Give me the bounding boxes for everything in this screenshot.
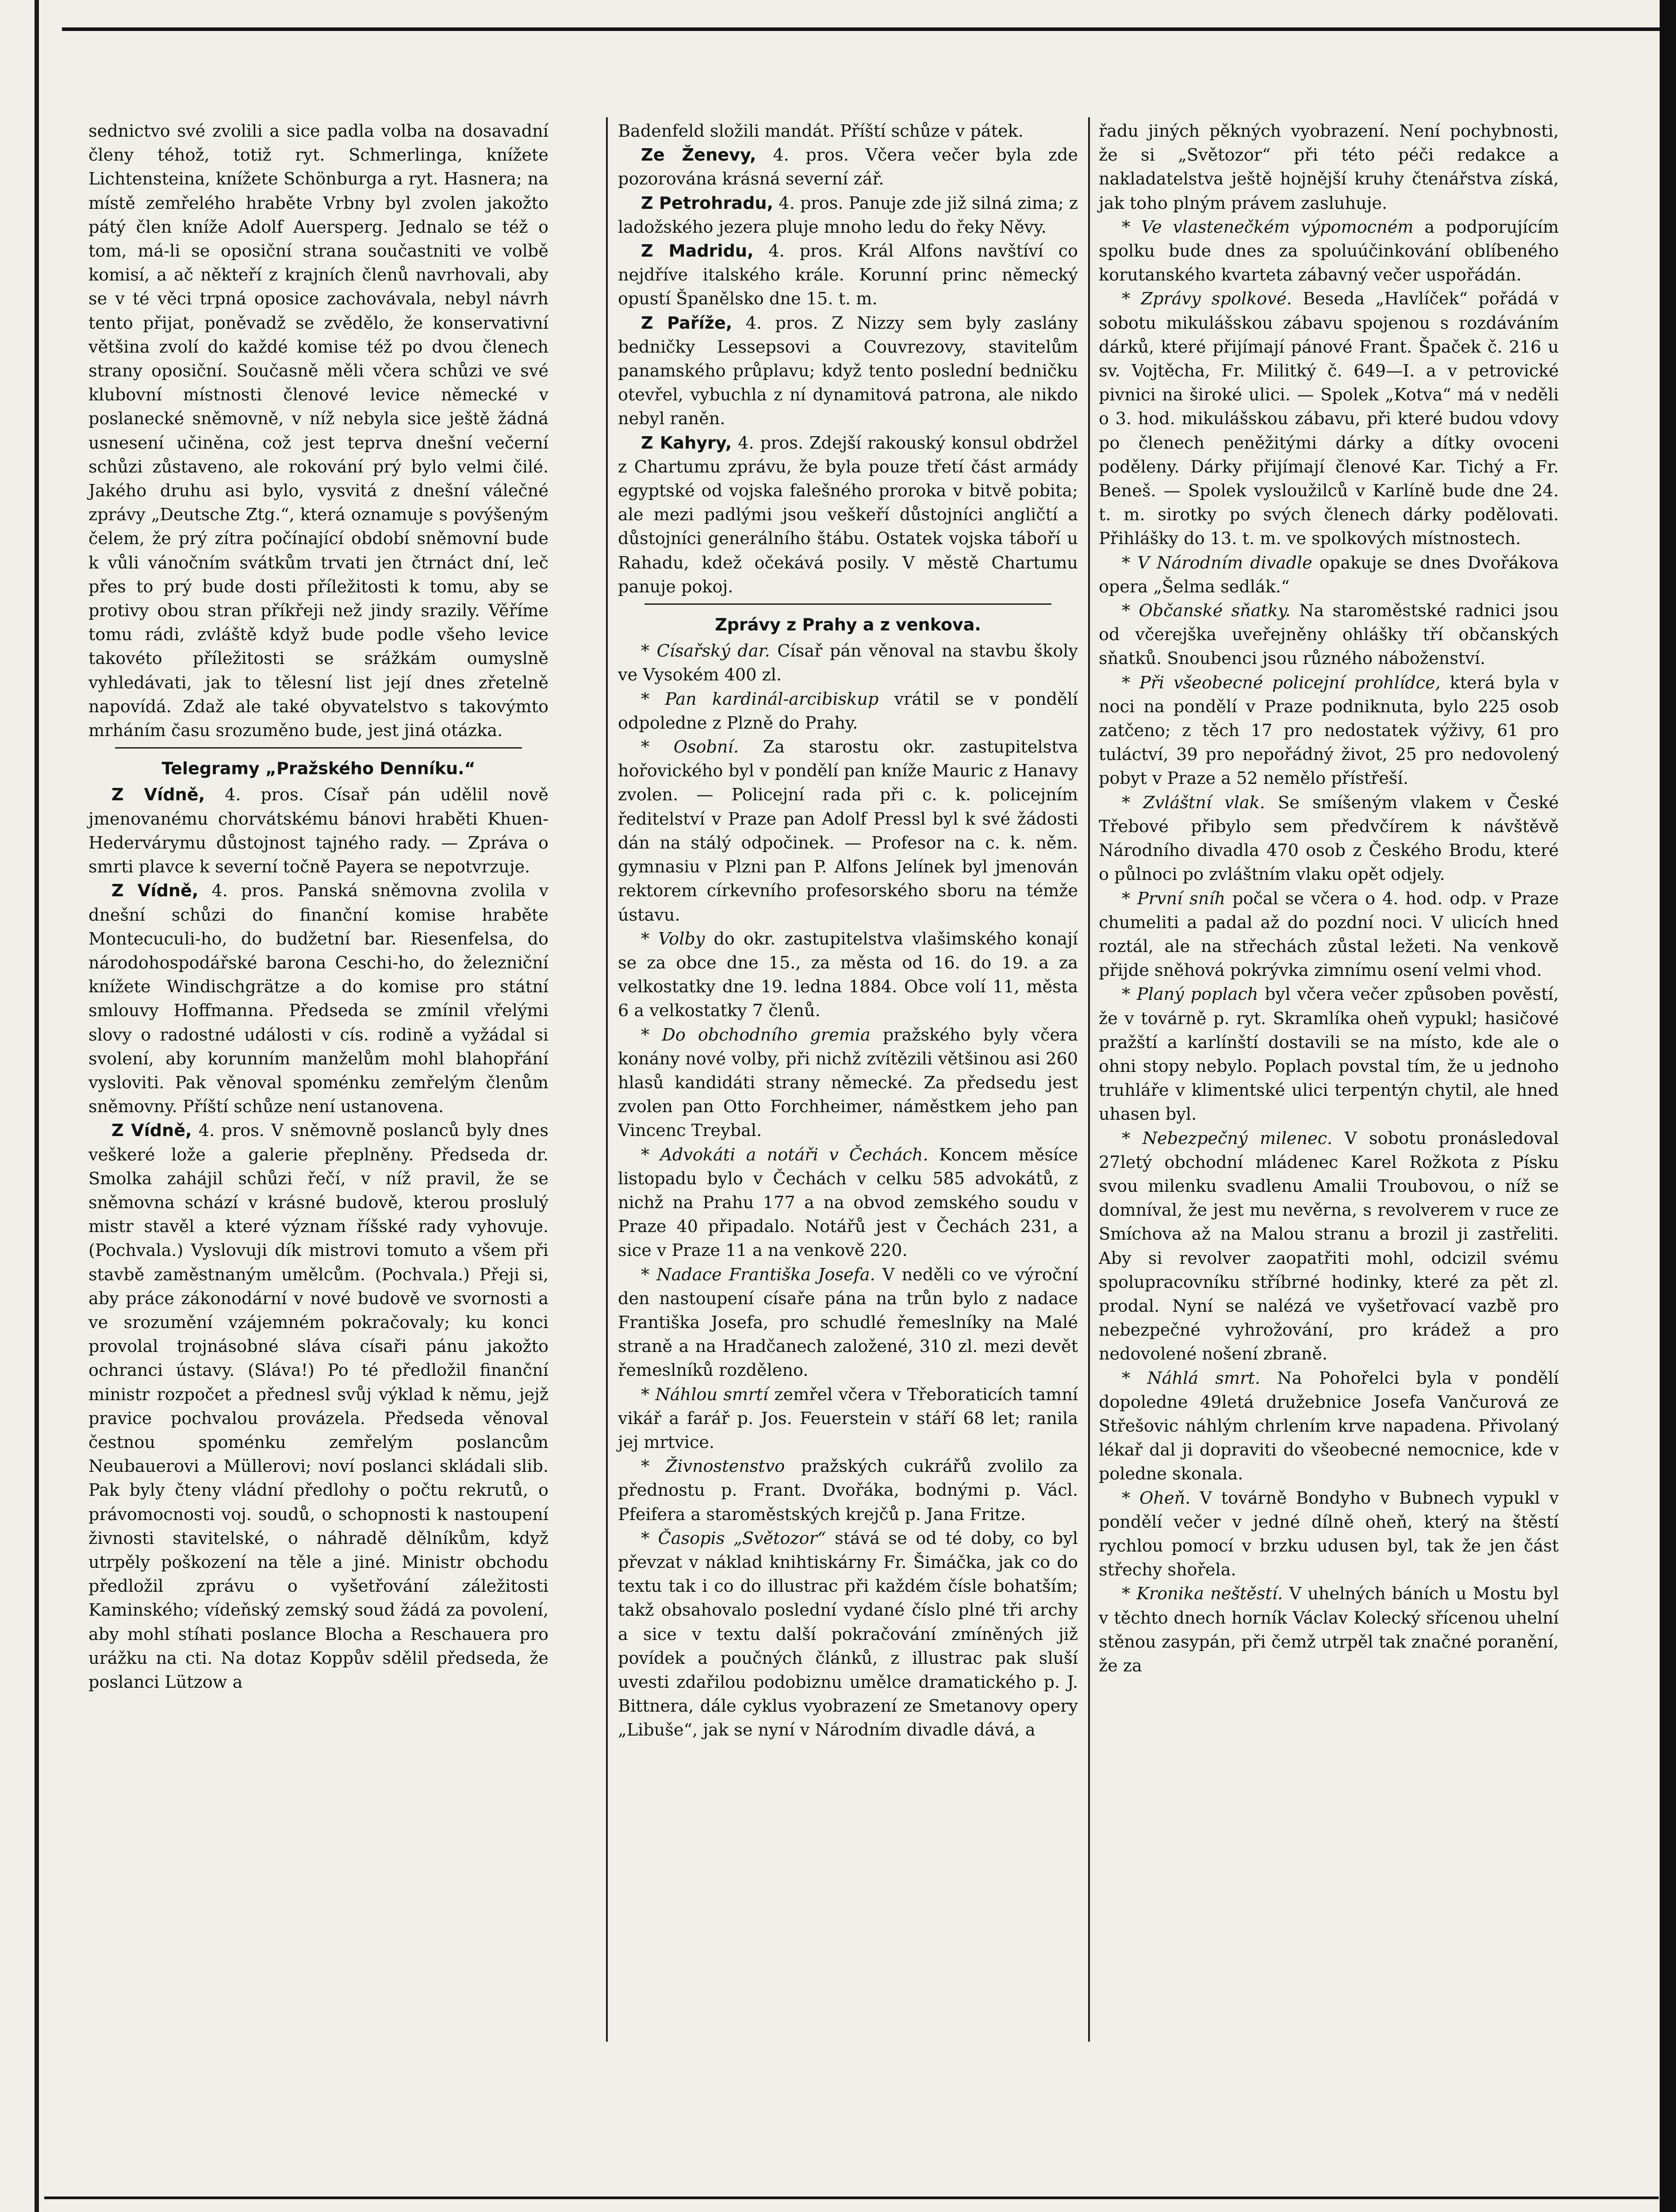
news-item: * Náhlou smrtí zemřel včera v Třeboraticích tamní vikář a farář p. Jos. Feuerstein v stáří 68 let; ranila jej mrtvice.: [618, 1385, 1078, 1452]
news-item: * Zvláštní vlak. Se smíšeným vlakem v České Třebové přibylo sem předvčírem k návštěvě Národního divadla 470 osob z Českého Brodu, které o půlnoci po zvláštním vlaku opět odjely.: [1099, 793, 1559, 885]
section-rule: [115, 747, 522, 749]
telegram-item: [618, 143, 1078, 191]
dateline: Z Kahyry,: [641, 433, 732, 453]
column-2: [618, 119, 1078, 1743]
dateline: Ze Ženevy,: [641, 146, 756, 165]
news-text: zemřel včera v Třeboraticích tamní vikář a farář p. Jos. Feuerstein v stáří 68 let; ranila jej mrtvice.: [618, 1385, 1078, 1452]
news-title: Občanské sňatky.: [1139, 601, 1291, 621]
news-text: Císař pán věnoval na stavbu školy ve Vysokém 400 zl.: [618, 641, 1078, 685]
telegram-text: 4. pros. Z Nizzy sem byly zaslány bedničky Lessepsovi a Couvrezovy, stavitelům panamského průplavu; když tento poslední bedničku otevřel, vybuchla z ní dynamitová patrona, ale nikdo nebyl raněn.: [618, 313, 1078, 429]
telegram-text: 4. pros. Zdejší rakouský konsul obdržel z Chartumu zprávu, že byla pouze třetí část armády egyptské od vojska falešného proroka v bitvě pobita; ale mezi padlými jsou veškeří důstojníci angličtí a důstojníci generálního štábu. Ostatek vojska táboří u Rahadu, kdež očekává posily. V městě Chartumu panuje pokoj.: [618, 433, 1078, 597]
telegram-text: 4. pros. Panská sněmovna zvolila v dnešní schůzi do finanční komise hraběte Montecuculi-ho, do budžetní bar. Riesenfelsa, do národohospodářské barona Ceschi-ho, do železniční knížete Windischgrätze a do komise pro státní smlouvy Hoffmanna. Předseda se zmínil vřelými slovy o radostné události v cís. rodině a vyžádal si svolení, aby korunním manželům mohl blahopřání vysloviti. Pak věnoval spoménku zemřelým členům sněmovny. Příští schůze není ustanovena.: [88, 881, 549, 1117]
news-item: * Nadace Františka Josefa. V neděli co ve výroční den nastoupení císaře pána na trůn bylo z nadace Františka Josefa, pro schudlé řemeslníky na Malé straně a na Hradčanech založené, 310 zl. mezi devět řemeslníků rozděleno.: [618, 1265, 1078, 1381]
news-title: Oheň.: [1139, 1488, 1191, 1508]
news-title: První sníh: [1137, 889, 1226, 909]
news-title: Ve vlastenečkém výpomocném: [1141, 217, 1414, 237]
news-text: vrátil se v pondělí odpoledne z Plzně do Prahy.: [618, 689, 1078, 733]
dateline: Z Paříže,: [641, 313, 733, 333]
news-title: Náhlou smrtí: [655, 1385, 769, 1405]
news-title: Živnostenstvo: [665, 1457, 785, 1477]
news-text: Koncem měsíce listopadu bylo v Čechách v celku 585 advokátů, z nichž na Prahu 177 a na obvod zemského soudu v Praze 40 připadalo. Notářů jest v Čechách 231, a sice v Praze 11 a na venkově 220.: [618, 1145, 1078, 1261]
left-scan-edge: [35, 0, 39, 2212]
news-title: Do obchodního gremia: [662, 1025, 871, 1045]
news-title: Planý poplach: [1136, 985, 1258, 1005]
news-title: Nebezpečný milenec.: [1142, 1129, 1333, 1148]
news-item: * Kronika neštěstí. V uhelných báních u Mostu byl v těchto dnech horník Václav Kolecký sřícenou uhelní stěnou zasypán, při čemž utrpěl tak značné poranění, že za: [1099, 1584, 1559, 1676]
section-rule: [644, 603, 1051, 605]
dateline: Z Vídně,: [111, 881, 199, 901]
telegram-text: 4. pros. Panuje zde již silná zima; z ladožského jezera pluje mnoho ledu do řeky Něvy.: [618, 193, 1078, 237]
news-item: * Osobní. Za starostu okr. zastupitelstva hořovického byl v pondělí pan kníže Mauric z Hanavy zvolen. — Policejní rada při c. k. policejním ředitelství v Praze pan Adolf Pressl byl k své žádosti dán na stálý odpočinek. — Profesor na c. k. něm. gymnasiu v Plzni pan P. Alfons Jelínek byl jmenován rektorem církevního profesorského sboru na témže ústavu.: [618, 737, 1078, 925]
news-text: Na staroměstské radnici jsou od včerejška uveřejněny ohlášky tří občanských sňatků. Snoubenci jsou různého náboženství.: [1099, 601, 1559, 669]
news-text: stává se od té doby, co byl převzat v náklad knihtiskárny Fr. Šimáčka, jak co do textu tak i co do illustrac při každém čísle bohatším; takž obsahovalo poslední vydané číslo plné tři archy a sice v textu další pokračování zmíněných již povídek a poučných článků, z illustrac pak sluší uvesti zdařilou podobiznu umělce dramatického p. J. Bittnera, dále cyklus vyobrazení ze Smetanovy opery „Libuše“, jak se nyní v Národním divadle dává, a: [618, 1528, 1078, 1740]
news-item: * První sníh počal se včera o 4. hod. odp. v Praze chumeliti a padal až do pozdní noci. V ulicích hned roztál, ale na střechách zůstal ležeti. Na venkově přijde sněhová pokrývka zimnímu osení velmi vhod.: [1099, 889, 1559, 981]
news-text: Se smíšeným vlakem v České Třebové přibylo sem předvčírem k návštěvě Národního divadla 470 osob z Českého Brodu, které o půlnoci po zvláštním vlaku opět odjely.: [1099, 793, 1559, 885]
news-title: Časopis „Světozor“: [658, 1528, 826, 1548]
news-item: * Nebezpečný milenec. V sobotu pronásledoval 27letý obchodní mládenec Karel Rožkota z Písku svou milenku svadlenu Amalii Troubovou, o níž se domníval, že jest mu nevěrna, s revolverem v ruce ze Smíchova až na Malou stranu a brozil ji zastřeliti. Aby si revolver zaopatřiti mohl, odcizil svému spolupracovníku stříbrné hodinky, které za pět zl. prodal. Nyní se nalézá ve vyšetřovací vazbě pro nebezpečné vyhrožování, pro krádež a pro nedovolené nošení zbraně.: [1099, 1129, 1559, 1364]
telegram-item: [88, 783, 548, 879]
news-text: byl včera večer způsoben pověstí, že v továrně p. ryt. Skramlíka oheň vypukl; hasičové pražští a karlínští dostavili se na místo, kde ale o ohni stopy nebylo. Poplach povstal tím, že u jednoho truhláře v klimentské ulici terpentýn chytil, ale hned uhasen byl.: [1099, 985, 1559, 1125]
news-item: * Občanské sňatky. Na staroměstské radnici jsou od včerejška uveřejněny ohlášky tří občanských sňatků. Snoubenci jsou různého náboženství.: [1099, 601, 1559, 669]
telegram-text: 4. pros. V sněmovně poslanců byly dnes veškeré lože a galerie přeplněny. Předseda dr. Smolka zahájil schůzi řečí, v níž pravil, že se sněmovna schází v krásné budově, kterou proslulý mistr stavěl a které význam říšské rady vyhovuje. (Pochvala.) Vyslovuji dík mistrovi tomuto a všem při stavbě zaměstnaným umělcům. (Pochvala.) Přeji si, aby práce zákonodární v nové budově ve svornosti a ve srozumění vzájemném pokračovaly; ku konci provolal trojnásobné sláva císaři pánu jakožto ochranci ústavy. (Sláva!) Po té předložil finanční ministr rozpočet a přednesl svůj výklad k němu, jejž pravice pochvalou provázela. Předseda věnoval čestnou spoménku zemřelým poslancům Neubauerovi a Müllerovi; noví poslanci skládali slib. Pak byly čteny vládní předlohy o počtu rekrutů, o právomocnosti voj. soudů, o schopnosti k nastoupení živnosti stavitelské, o náhradě dělníkům, když utrpěly poškození na těle a jiné. Ministr obchodu předložil zprávu o vyšetřování záležitosti Kaminského; vídeňský zemský soud žádá za povolení, aby mohl stíhati poslance Blocha a Reschauera pro urážku na cti. Na dotaz Koppův sdělil předseda, že poslanci Lützow a: [88, 1121, 548, 1692]
telegram-text: 4. pros. Včera večer byla zde pozorována krásná severní zář.: [618, 146, 1078, 189]
news-title: Nadace Františka Josefa.: [656, 1265, 875, 1285]
telegram-item: [618, 431, 1078, 599]
news-text: do okr. zastupitelstva vlašimského konají se za obce dne 15., za města od 16. do 19. a za velkostatky dne 19. ledna 1884. Obce volí 11, města 6 a velkostatky 7 členů.: [618, 929, 1078, 1021]
news-item: * V Národním divadle opakuje se dnes Dvořákova opera „Šelma sedlák.“: [1099, 553, 1559, 597]
news-continuation: řadu jiných pěkných vyobrazení. Není pochybnosti, že si „Světozor“ při této péči redakce a nakladatelstva ještě hojnější kruhy čtenářstva získá, jak toho plným právem zasluhuje.: [1099, 122, 1559, 213]
dateline: Z Petrohradu,: [641, 193, 774, 213]
news-text: Za starostu okr. zastupitelstva hořovického byl v pondělí pan kníže Mauric z Hanavy zvolen. — Policejní rada při c. k. policejním ředitelství v Praze pan Adolf Pressl byl k své žádosti dán na stálý odpočinek. — Profesor na c. k. něm. gymnasiu v Plzni pan P. Alfons Jelínek byl jmenován rektorem církevního profesorského sboru na témže ústavu.: [618, 737, 1078, 925]
news-text: Na Pohořelci byla v pondělí dopoledne 49letá družebnice Josefa Vančurová ze Střešovic náhlým chrlením krve napadena. Přivolaný lékař dal ji dopraviti do všeobecné nemocnice, kde v poledne skonala.: [1099, 1368, 1559, 1484]
news-text: počal se včera o 4. hod. odp. v Praze chumeliti a padal až do pozdní noci. V ulicích hned roztál, ale na střechách zůstal ležeti. Na venkově přijde sněhová pokrývka zimnímu osení velmi vhod.: [1099, 889, 1559, 981]
news-title: Volby: [658, 929, 705, 949]
telegram-item: [618, 239, 1078, 311]
article-paragraph: sednictvo své zvolili a sice padla volba na dosavadní členy téhož, totiž ryt. Schmerlinga, knížete Lichtensteina, knížete Schönburga a ryt. Hasnera; na místě zemřelého hraběte Vrbny byl zvolen jakožto pátý člen kníže Adolf Auersperg. Jednalo se též o tom, má-li se oposiční strana součastniti ve volbě komisí, a ač někteří z krajních členů navrhovali, aby se v té věci trpná oposice zachovávala, nebyl návrh tento přijat, poněvadž se zvědělo, že konservativní většina zvolí do každé komise též po dvou členech strany oposiční. Současně měli včera schůzi ve své klubovní místnosti členové levice německé v poslanecké sněmovně, v níž nebyla sice ještě žádná usnesení učiněna, což jest teprva dnešní večerní schůzi zůstaveno, ale rokování prý bylo velmi čilé. Jakého druhu asi bylo, vysvitá z dnešní válečné zprávy „Deutsche Ztg.“, která oznamuje s povýšeným čelem, že prý zítra počínající období sněmovní bude k vůli vánočním svátkům trvati jen čtrnáct dní, leč přes to prý bude dosti příležitosti k tomu, aby se protivy obou stran příkřeji než jindy srazily. Věříme tomu rádi, zvláště když bude podle všeho levice takovéto příležitosti se srážkám oumyslně vyhledávati, jak to tělesní list její dnes zřetelně napovídá. Zdaž ale také obyvatelstvo s takovýmto mrháním času srozuměno bude, jest jiná otázka.: [88, 122, 548, 741]
news-item: * Advokáti a notáři v Čechách. Koncem měsíce listopadu bylo v Čechách v celku 585 advokátů, z nichž na Prahu 177 a na obvod zemského soudu v Praze 40 připadalo. Notářů jest v Čechách 231, a sice v Praze 11 a na venkově 220.: [618, 1145, 1078, 1261]
news-title: Zprávy spolkové.: [1141, 289, 1292, 309]
news-title: Osobní.: [673, 737, 739, 757]
news-text: pražských cukrářů zvolilo za přednostu p. Frant. Dvořáka, bodnými p. Václ. Pfeifera a staroměstských krejčů p. Jana Fritze.: [618, 1457, 1078, 1525]
news-text: která byla v noci na pondělí v Praze podniknuta, bylo 225 osob zatčeno; z těch 17 pro nedostatek výživy, 61 pro tuláctví, 39 pro nepořádný život, 25 pro nedovolený pobyt v Praze a 52 nemělo přístřeší.: [1099, 673, 1559, 789]
news-text: V neděli co ve výroční den nastoupení císaře pána na trůn bylo z nadace Františka Josefa, pro schudlé řemeslníky na Malé straně a na Hradčanech založené, 310 zl. mezi devět řemeslníků rozděleno.: [618, 1265, 1078, 1381]
column-3: [1099, 119, 1559, 1678]
column-divider: [606, 117, 608, 2042]
news-title: Pan kardinál-arcibiskup: [665, 689, 879, 709]
news-item: * Volby do okr. zastupitelstva vlašimského konají se za obce dne 15., za města od 16. do 19. a za velkostatky dne 19. ledna 1884. Obce volí 11, města 6 a velkostatky 7 členů.: [618, 929, 1078, 1021]
news-title: Císařský dar.: [656, 641, 770, 661]
news-item: * Do obchodního gremia pražského byly včera konány nové volby, při nichž zvítězili většinou asi 260 hlasů kandidáti strany německé. Za předsedu jest zvolen pan Otto Forchheimer, náměstkem jeho pan Vincenc Treybal.: [618, 1025, 1078, 1141]
telegram-item: [88, 879, 548, 1119]
news-text: V uhelných báních u Mostu byl v těchto dnech horník Václav Kolecký sřícenou uhelní stěnou zasypán, při čemž utrpěl tak značné poranění, že za: [1099, 1584, 1559, 1676]
news-title: Při všeobecné policejní prohlídce,: [1139, 673, 1441, 693]
news-title: Zvláštní vlak.: [1143, 793, 1265, 813]
news-item: * Planý poplach byl včera večer způsoben pověstí, že v továrně p. ryt. Skramlíka oheň vypukl; hasičové pražští a karlínští dostavili se na místo, kde ale o ohni stopy nebylo. Poplach povstal tím, že u jednoho truhláře v klimentské ulici terpentýn chytil, ale hned uhasen byl.: [1099, 985, 1559, 1125]
news-text: V sobotu pronásledoval 27letý obchodní mládenec Karel Rožkota z Písku svou milenku svadlenu Amalii Troubovou, o níž se domníval, že jest mu nevěrna, s revolverem v ruce ze Smíchova až na Malou stranu a brozil ji zastřeliti. Aby si revolver zaopatřiti mohl, odcizil svému spolupracovníku stříbrné hodinky, které za pět zl. prodal. Nyní se nalézá ve vyšetřovací vazbě pro nebezpečné vyhrožování, pro krádež a pro nedovolené nošení zbraně.: [1099, 1129, 1559, 1364]
section-heading-news: Zprávy z Prahy a z venkova.: [715, 615, 981, 635]
telegram-text: 4. pros. Císař pán udělil nově jmenovanému chorvátskému bánovi hraběti Khuen-Hedervárymu důstojnost tajného rady. — Zpráva o smrti plavce k severní točně Payera se nepotvrzuje.: [88, 785, 549, 877]
telegram-continuation: Badenfeld složili mandát. Příští schůze v pátek.: [618, 122, 1024, 141]
column-1: [88, 119, 548, 1694]
news-item: * Při všeobecné policejní prohlídce, která byla v noci na pondělí v Praze podniknuta, bylo 225 osob zatčeno; z těch 17 pro nedostatek výživy, 61 pro tuláctví, 39 pro nepořádný život, 25 pro nedovolený pobyt v Praze a 52 nemělo přístřeší.: [1099, 673, 1559, 789]
news-item: * Ve vlastenečkém výpomocném a podporujícím spolku bude dnes za spoluúčinkování oblíbeného korutanského kvarteta zábavný večer uspořádán.: [1099, 217, 1559, 285]
news-text: pražského byly včera konány nové volby, při nichž zvítězili většinou asi 260 hlasů kandidáti strany německé. Za předsedu jest zvolen pan Otto Forchheimer, náměstkem jeho pan Vincenc Treybal.: [618, 1025, 1078, 1141]
news-text: V továrně Bondyho v Bubnech vypukl v pondělí večer v jedné dílně oheň, který na štěstí rychlou pomocí v brzku udusen byl, tak že jen část střechy shořela.: [1099, 1488, 1559, 1580]
news-title: Kronika neštěstí.: [1136, 1584, 1283, 1604]
bottom-rule: [44, 2197, 1659, 2199]
telegram-item: [88, 1119, 548, 1694]
news-title: Náhlá smrt.: [1147, 1368, 1260, 1388]
news-text: a podporujícím spolku bude dnes za spoluúčinkování oblíbeného korutanského kvarteta zábavný večer uspořádán.: [1099, 217, 1559, 285]
news-item: * Zprávy spolkové. Beseda „Havlíček“ pořádá v sobotu mikulášskou zábavu spojenou s rozdáváním dárků, které přijímají pánové Frant. Špaček č. 216 u sv. Vojtěcha, Fr. Militký č. 649—I. a v petrovické pivnici na široké ulici. — Spolek „Kotva“ má v neděli o 3. hod. mikulášskou zábavu, při které budou vdovy po členech peněžitými dárky a dítky ovoceni poděleny. Dárky přijímají členové Kar. Tichý a Fr. Beneš. — Spolek vysloužilců v Karlíně bude dne 24. t. m. sirotky po svých členech dárky podělovati. Přihlášky do 13. t. m. ve spolkových místnostech.: [1099, 289, 1559, 549]
dateline: Z Vídně,: [111, 785, 205, 805]
news-title: Advokáti a notáři v Čechách.: [660, 1145, 928, 1165]
telegram-text: 4. pros. Král Alfons navštíví co nejdříve italského krále. Korunní princ německý opustí Španělsko dne 15. t. m.: [618, 242, 1078, 309]
news-item: * Oheň. V továrně Bondyho v Bubnech vypukl v pondělí večer v jedné dílně oheň, který na štěstí rychlou pomocí v brzku udusen byl, tak že jen část střechy shořela.: [1099, 1488, 1559, 1580]
news-item: * Náhlá smrt. Na Pohořelci byla v pondělí dopoledne 49letá družebnice Josefa Vančurová ze Střešovic náhlým chrlením krve napadena. Přivolaný lékař dal ji dopraviti do všeobecné nemocnice, kde v poledne skonala.: [1099, 1368, 1559, 1484]
news-item: * Časopis „Světozor“ stává se od té doby, co byl převzat v náklad knihtiskárny Fr. Šimáčka, jak co do textu tak i co do illustrac při každém čísle bohatším; takž obsahovalo poslední vydané číslo plné tři archy a sice v textu další pokračování zmíněných již povídek a poučných článků, z illustrac pak sluší uvesti zdařilou podobiznu umělce dramatického p. J. Bittnera, dále cyklus vyobrazení ze Smetanovy opery „Libuše“, jak se nyní v Národním divadle dává, a: [618, 1528, 1078, 1740]
telegram-item: [618, 311, 1078, 431]
news-item: * Císařský dar. Císař pán věnoval na stavbu školy ve Vysokém 400 zl.: [618, 641, 1078, 685]
section-heading-telegrams: Telegramy „Pražského Denníku.“: [161, 759, 476, 779]
top-rule: [62, 27, 1663, 31]
dateline: Z Madridu,: [641, 242, 754, 261]
right-scan-edge: [1660, 0, 1676, 2212]
news-title: V Národním divadle: [1137, 553, 1312, 573]
news-item: * Pan kardinál-arcibiskup vrátil se v pondělí odpoledne z Plzně do Prahy.: [618, 689, 1078, 733]
dateline: Z Vídně,: [111, 1121, 192, 1141]
telegram-item: [618, 192, 1078, 239]
news-text: Beseda „Havlíček“ pořádá v sobotu mikulášskou zábavu spojenou s rozdáváním dárků, které přijímají pánové Frant. Špaček č. 216 u sv. Vojtěcha, Fr. Militký č. 649—I. a v petrovické pivnici na široké ulici. — Spolek „Kotva“ má v neděli o 3. hod. mikulášskou zábavu, při které budou vdovy po členech peněžitými dárky a dítky ovoceni poděleny. Dárky přijímají členové Kar. Tichý a Fr. Beneš. — Spolek vysloužilců v Karlíně bude dne 24. t. m. sirotky po svých členech dárky podělovati. Přihlášky do 13. t. m. ve spolkových místnostech.: [1099, 289, 1559, 549]
news-text: opakuje se dnes Dvořákova opera „Šelma sedlák.“: [1099, 553, 1559, 597]
column-divider: [1088, 117, 1090, 2042]
news-item: * Živnostenstvo pražských cukrářů zvolilo za přednostu p. Frant. Dvořáka, bodnými p. Václ. Pfeifera a staroměstských krejčů p. Jana Fritze.: [618, 1457, 1078, 1525]
